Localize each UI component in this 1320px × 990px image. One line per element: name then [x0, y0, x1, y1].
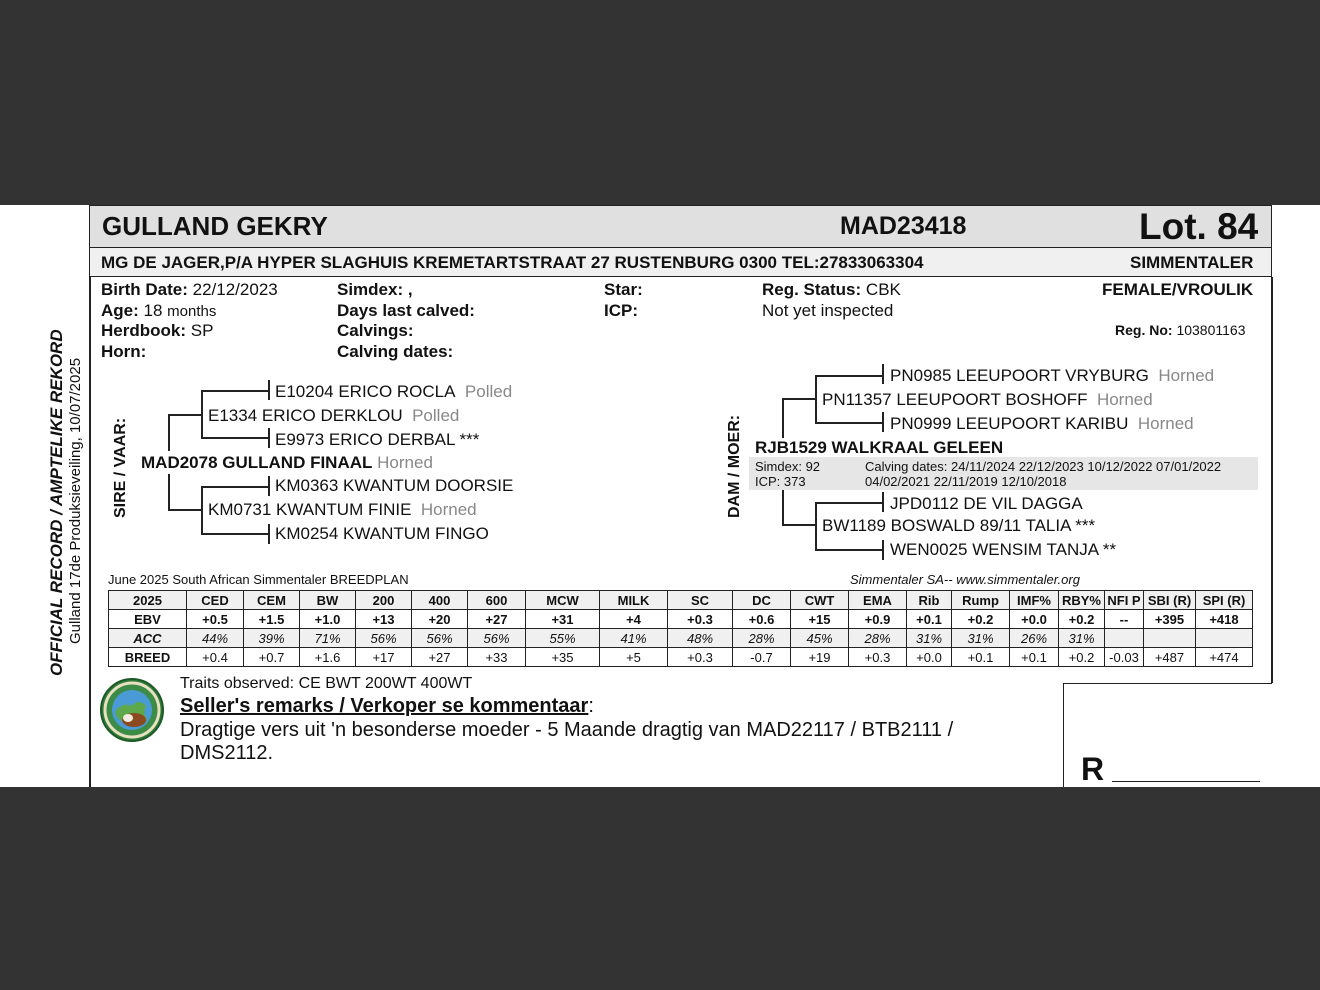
table-cell: +0.0 — [1010, 610, 1059, 629]
table-cell: 48% — [668, 629, 733, 648]
ssd-tick — [268, 428, 270, 448]
breed-row — [109, 648, 1253, 667]
dam-sire-dam: PN0999 LEEUPOORT KARIBU Horned — [890, 414, 1194, 433]
table-cell: +0.9 — [849, 610, 907, 629]
inspection-status: Not yet inspected — [762, 301, 894, 320]
table-cell: 45% — [791, 629, 849, 648]
table-cell: +474 — [1196, 648, 1253, 667]
sds-tick — [268, 476, 270, 496]
dam-branch-up-h — [782, 398, 816, 400]
dam-simdex: Simdex: 92 — [755, 459, 821, 474]
frame-left — [89, 277, 91, 787]
table-cell: RBY% — [1059, 591, 1105, 610]
table-cell: 28% — [733, 629, 791, 648]
ds-bracket — [815, 375, 817, 423]
table-cell: +0.5 — [187, 610, 244, 629]
table-cell: BW — [300, 591, 356, 610]
table-cell: +27 — [412, 648, 468, 667]
table-cell: DC — [733, 591, 791, 610]
sire-branch-up — [168, 414, 170, 451]
table-cell: +0.0 — [907, 648, 952, 667]
sdd-tick — [268, 524, 270, 544]
dam-sire: PN11357 LEEUPOORT BOSHOFF Horned — [822, 390, 1153, 409]
dam-icp: ICP: 373 — [755, 474, 806, 489]
lot-number: Lot. 84 — [1139, 206, 1259, 247]
sire-name: MAD2078 GULLAND FINAAL Horned — [141, 453, 433, 472]
table-cell: +0.2 — [952, 610, 1010, 629]
sd-bracket-bottom — [201, 533, 269, 535]
owner-line: MG DE JAGER,P/A HYPER SLAGHUIS KREMETARTSTRAAT 27 RUSTENBURG 0300 TEL:27833063304 — [101, 253, 924, 272]
dam-label: DAM / MOER: — [726, 414, 743, 518]
table-cell: +487 — [1144, 648, 1196, 667]
table-cell: MILK — [600, 591, 668, 610]
dam-dam-sire: JPD0112 DE VIL DAGGA — [890, 494, 1083, 513]
table-cell: 44% — [187, 629, 244, 648]
table-cell: Rib — [907, 591, 952, 610]
table-cell: +33 — [468, 648, 526, 667]
price-symbol: R — [1081, 751, 1105, 787]
breedplan-table — [108, 590, 1253, 667]
reg-status: Reg. Status: CBK — [762, 280, 901, 299]
table-cell: +20 — [412, 610, 468, 629]
table-cell: +4 — [600, 610, 668, 629]
dd-bracket — [815, 502, 817, 550]
sire-label: SIRE / VAAR: — [112, 417, 129, 518]
dds-tick — [882, 492, 884, 512]
horn-label: Horn: — [101, 342, 147, 361]
sire-branch-up-h — [168, 414, 201, 416]
table-cell: MCW — [526, 591, 600, 610]
dss-tick — [882, 364, 884, 384]
table-cell: +0.1 — [952, 648, 1010, 667]
table-cell: 600 — [468, 591, 526, 610]
table-cell: +0.3 — [849, 648, 907, 667]
table-cell: 56% — [468, 629, 526, 648]
table-cell: SBI (R) — [1144, 591, 1196, 610]
table-cell: 400 — [412, 591, 468, 610]
table-cell: 31% — [907, 629, 952, 648]
table-cell: +395 — [1144, 610, 1196, 629]
days-last-calved-label: Days last calved: — [337, 301, 475, 320]
sire-sire-sire: E10204 ERICO ROCLA Polled — [275, 382, 513, 401]
table-cell: -0.7 — [733, 648, 791, 667]
table-cell: +15 — [791, 610, 849, 629]
breed-name: SIMMENTALER — [1130, 253, 1254, 272]
sire-dam-dam: KM0254 KWANTUM FINGO — [275, 524, 489, 543]
table-cell: +0.4 — [187, 648, 244, 667]
frame-right — [1271, 277, 1273, 683]
remarks-line-2: DMS2112. — [180, 742, 274, 764]
breedplan-title: June 2025 South African Simmentaler BREEDPLAN — [108, 572, 409, 587]
table-cell: NFI P — [1105, 591, 1144, 610]
sd-bracket-top — [201, 486, 269, 488]
table-cell: +0.2 — [1059, 648, 1105, 667]
table-cell: 28% — [849, 629, 907, 648]
table-cell: +418 — [1196, 610, 1253, 629]
table-cell: +1.6 — [300, 648, 356, 667]
dam-sire-sire: PN0985 LEEUPOORT VRYBURG Horned — [890, 366, 1215, 385]
dam-dam-dam: WEN0025 WENSIM TANJA ** — [890, 540, 1117, 559]
table-cell: +0.3 — [668, 648, 733, 667]
table-cell: +5 — [600, 648, 668, 667]
table-cell: SPI (R) — [1196, 591, 1253, 610]
simdex-label: Simdex: , — [337, 280, 413, 299]
table-cell — [1144, 629, 1196, 648]
dam-name: RJB1529 WALKRAAL GELEEN — [755, 438, 1004, 457]
remarks-heading: Seller's remarks / Verkoper se kommentaar: — [180, 695, 594, 717]
table-cell: +0.3 — [668, 610, 733, 629]
ds-bracket-top — [815, 375, 883, 377]
table-cell: EBV — [109, 610, 187, 629]
sd-bracket — [201, 486, 203, 534]
simmentaler-logo — [100, 678, 164, 742]
table-cell: 55% — [526, 629, 600, 648]
calvings-label: Calvings: — [337, 321, 414, 340]
table-cell: 41% — [600, 629, 668, 648]
table-cell: 26% — [1010, 629, 1059, 648]
table-cell: ACC — [109, 629, 187, 648]
sire-dam: KM0731 KWANTUM FINIE Horned — [208, 500, 477, 519]
table-header-row — [109, 591, 1253, 610]
animal-id: MAD23418 — [840, 212, 967, 240]
table-cell — [1196, 629, 1253, 648]
ss-bracket-top — [201, 390, 269, 392]
table-cell: +1.0 — [300, 610, 356, 629]
table-cell: +31 — [526, 610, 600, 629]
table-cell: CED — [187, 591, 244, 610]
table-cell: +0.7 — [244, 648, 300, 667]
table-cell: +0.6 — [733, 610, 791, 629]
table-cell: CWT — [791, 591, 849, 610]
sss-tick — [268, 380, 270, 400]
ddd-tick — [882, 540, 884, 560]
ds-bracket-bottom — [815, 422, 883, 424]
table-cell: BREED — [109, 648, 187, 667]
table-cell: CEM — [244, 591, 300, 610]
table-cell: +0.1 — [1010, 648, 1059, 667]
dam-calving-dates-1: Calving dates: 24/11/2024 22/12/2023 10/12/2022 07/01/2022 — [865, 459, 1222, 474]
icp-label: ICP: — [604, 301, 638, 320]
sale-subtitle: Gulland 17de Produksieveiling, 10/07/2025 — [67, 357, 84, 644]
table-cell: +0.1 — [907, 610, 952, 629]
dam-dam: BW1189 BOSWALD 89/11 TALIA *** — [822, 516, 1096, 535]
table-cell: Rump — [952, 591, 1010, 610]
table-cell: -- — [1105, 610, 1144, 629]
ss-bracket-bottom — [201, 437, 269, 439]
breedplan-website: Simmentaler SA-- www.simmentaler.org — [850, 572, 1080, 587]
dam-branch-down-h — [782, 524, 816, 526]
table-cell: +17 — [356, 648, 412, 667]
table-cell: +1.5 — [244, 610, 300, 629]
dd-bracket-bottom — [815, 549, 883, 551]
acc-row — [109, 629, 1253, 648]
table-cell: +13 — [356, 610, 412, 629]
dam-branch-up — [782, 398, 784, 438]
dam-calving-dates-2: 04/02/2021 22/11/2019 12/10/2018 — [865, 474, 1067, 489]
herdbook: Herdbook: SP — [101, 321, 214, 340]
table-cell: 56% — [356, 629, 412, 648]
calving-dates-label: Calving dates: — [337, 342, 454, 361]
table-cell: 56% — [412, 629, 468, 648]
reg-no: Reg. No: 103801163 — [1115, 322, 1246, 338]
table-cell: 200 — [356, 591, 412, 610]
table-cell: 31% — [952, 629, 1010, 648]
remarks-line-1: Dragtige vers uit 'n besonderse moeder - 5 Maande dragtig van MAD22117 / BTB2111 / — [180, 719, 954, 741]
price-blank-line[interactable] — [1112, 755, 1260, 782]
table-cell: +27 — [468, 610, 526, 629]
sex: FEMALE/VROULIK — [1102, 280, 1254, 299]
table-cell: +35 — [526, 648, 600, 667]
ebv-row — [109, 610, 1253, 629]
table-cell: -0.03 — [1105, 648, 1144, 667]
sire-sire-dam: E9973 ERICO DERBAL *** — [275, 430, 480, 449]
table-cell: 71% — [300, 629, 356, 648]
table-cell: +19 — [791, 648, 849, 667]
table-cell: SC — [668, 591, 733, 610]
table-cell: 2025 — [109, 591, 187, 610]
sire-branch-down-h — [168, 509, 201, 511]
dam-branch-down — [782, 490, 784, 525]
sire-dam-sire: KM0363 KWANTUM DOORSIE — [275, 476, 514, 495]
traits-observed: Traits observed: CE BWT 200WT 400WT — [180, 675, 473, 692]
birth-date: Birth Date: 22/12/2023 — [101, 280, 278, 299]
ss-bracket — [201, 390, 203, 438]
official-record-label: OFFICIAL RECORD / AMPTELIKE REKORD — [47, 329, 66, 676]
animal-name: GULLAND GEKRY — [102, 211, 328, 241]
table-cell: 31% — [1059, 629, 1105, 648]
sire-branch-down — [168, 474, 170, 510]
sire-sire: E1334 ERICO DERKLOU Polled — [208, 406, 460, 425]
table-cell — [1105, 629, 1144, 648]
age: Age: 18 months — [101, 301, 217, 320]
dd-bracket-top — [815, 502, 883, 504]
table-cell: EMA — [849, 591, 907, 610]
table-cell: 39% — [244, 629, 300, 648]
table-cell: +0.2 — [1059, 610, 1105, 629]
dsd-tick — [882, 412, 884, 432]
star-label: Star: — [604, 280, 643, 299]
table-cell: IMF% — [1010, 591, 1059, 610]
